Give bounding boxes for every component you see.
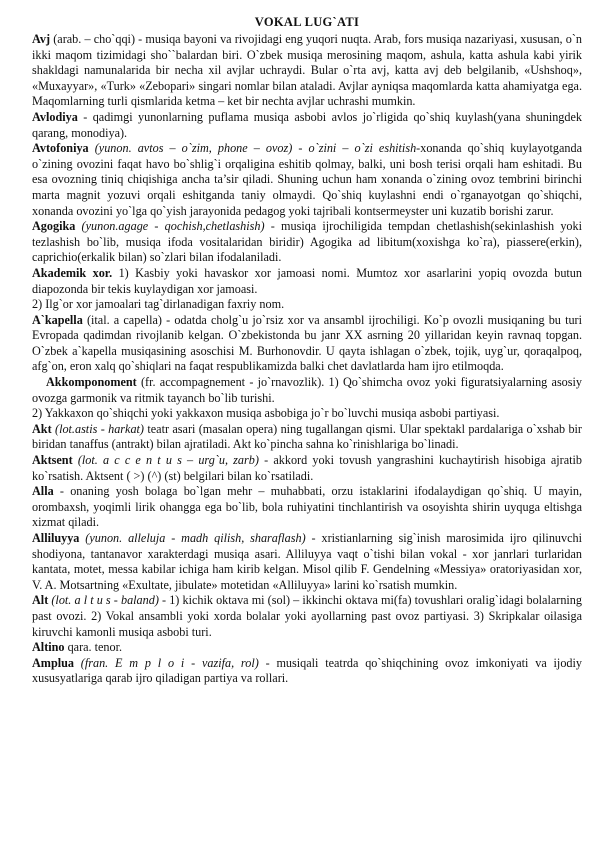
entry-term: Avj	[32, 32, 51, 46]
dictionary-entry	[32, 32, 582, 110]
page-title: VOKAL LUG`ATI	[254, 15, 360, 29]
entry-definition: (arab. – cho`qqi) - musiqa bayoni va rivojidagi eng yuqori nuqta. Arab, fors musiqa nazariyasi, xususan, o`n ikki maqom tizimidagi sho``balardan biri. O`zbek musiqa merosining maqom, ashula, katta ashula kabi yirik shakldagi namunalarida bir necha xil avjlar uchraydi. Bular o`rta avj, katta avj deb belgilanib, «Ushshoq», «Muxayyar», «Turk» «Zebopari» singari nomlar bilan ataladi. Avjlar ayniqsa maqomlarda katta ahamiyatga ega. Maqomlarning turli qismlarida ketma – ket bir nechta avjlar uchrashi mumkin.	[32, 32, 582, 109]
dictionary-entry	[32, 297, 582, 313]
dictionary-entry	[32, 593, 582, 640]
entry-etymology: (fran. E m p l o i - vazifa, rol)	[74, 655, 259, 670]
entry-definition: (fr. accompagnement - jo`rnavozlik). 1) Qo`shimcha ovoz yoki figuratsiyalarning asosiy ovozga garmonik va ritmik tayanch bo`lib turishi.	[32, 375, 582, 405]
entry-etymology: (lot.astis - harkat)	[51, 421, 144, 436]
dictionary-entry	[32, 656, 582, 687]
entry-definition: - onaning yosh bolaga bo`lgan mehr – muhabbati, orzu istaklarini ifodalaydigan qo`shiq. U mayin, orombaxsh, yoqimli lirik ohangga ega bo`lib, bola ruhiyatini tinchlantirish va osoyishta shirin uyquga eltishga xizmat qiladi.	[32, 484, 582, 530]
dictionary-entry	[32, 640, 582, 656]
entry-definition: - musiqali teatrda qo`shiqchining ovoz imkoniyati va ijodiy xususyatlariga qarab ijro qiladigan partiya va rollari.	[32, 655, 582, 686]
dictionary-entry	[32, 375, 582, 406]
entry-term: Altino	[32, 640, 65, 655]
entry-term: Akkomponoment	[46, 375, 137, 390]
entry-term: Aktsent	[32, 453, 73, 468]
entry-etymology: (yunon.agage - qochish,chetlashish)	[75, 219, 265, 234]
entry-term: Alt	[32, 593, 49, 608]
entry-definition: - 1) kichik oktava mi (sol) – ikkinchi oktava mi(fa) tovushlari oralig`idagi bolalarning past ovozi. 2) Vokal ansambli yoki xorda bolalar yoki ayollarning past ovoz partiyasi. 3) Skripkalar oilasiga kiruvchi kamonli musiqa asbobi turi.	[32, 593, 582, 639]
dictionary-entry	[32, 266, 582, 297]
entry-definition: 2) Ilg`or xor jamoalari tag`dirlanadigan faxriy nom.	[32, 297, 285, 312]
dictionary-entry	[32, 219, 582, 266]
dictionary-entry	[32, 406, 582, 422]
entry-term: Avlodiya	[32, 109, 78, 124]
entry-definition: 1) Kasbiy yoki havaskor xor jamoasi nomi. Mumtoz xor asarlarini yopiq ovozda butun diapozonda bir tekis kuylaydigan xor jamoasi.	[32, 265, 582, 296]
entry-term: Akademik xor.	[32, 265, 113, 280]
entry-term: A`kapella	[32, 312, 83, 327]
dictionary-entries	[32, 32, 582, 687]
entry-definition: - musiqa ijrochiligida tempdan chetlashish(sekinlashish yoki tezlashish bo`lib, musiqa ifoda vositalaridan biridir) Agogika ad libitum(xoxishga ko`ra), piassere(erkin), caprichio(erkalik bilan) so`zlari bilan ifodalaniladi.	[32, 219, 583, 265]
entry-etymology: (lot. a c c e n t u s – urg`u, zarb)	[72, 453, 259, 468]
entry-definition: - xristianlarning sig`inish marosimida ijro qilinuvchi shodiyona, tantanavor xarakterdagi musiqa asari. Alliluyya vaqt o`tishi bilan vokal - xor janrlari turlaridan kantata, motet, messa kabilar ichiga ham kirib kelgan. Misol qilib F. Gendelning «Messiya» oratoriyasidan xor, V. A. Motsartning «Exultate, jibulate» motetidan «Alliluyya» larini ko`rsatish mumkin.	[32, 531, 582, 592]
entry-definition: (ital. a capella) - odatda cholg`u jo`rsiz xor va ansambl ijrochiligi. Ko`p ovozli musiqaning bu turi Evropada qadimdan rivojlanib kelgan. O`zbekistonda bu janr XX asrning 20 yillaridan keyin ravnaq topgan. O`zbek a`kapella musiqasining asoschisi M. Burhonovdir. U qayta ishlagan o`zbek, tojik, uyg`ur, qoraqalpoq, afg`on, eron xalq qo`shiqlari na faqat respublikamizda balki chet davlatlarda ham ijro etilmoqda.	[32, 312, 582, 374]
dictionary-entry	[32, 422, 582, 453]
dictionary-entry	[32, 313, 582, 375]
entry-etymology: (yunon. avtos – o`zim, phone – ovoz) - o`zini – o`zi eshitish	[88, 141, 417, 156]
entry-term: Avtofoniya	[32, 141, 89, 156]
entry-term: Alliluyya	[32, 531, 80, 545]
entry-definition: - akkord yoki tovush yangrashini kuchaytirish hisobiga ajratib ko`rsatish. Aktsent ( >) (^) (st) belgilari bilan ko`rsatiladi.	[32, 453, 582, 483]
dictionary-entry	[32, 531, 582, 593]
dictionary-entry	[32, 453, 582, 484]
entry-definition: teatr asari (masalan opera) ning tugallangan qismi. Ular spektakl pardalariga o`xshab bir biridan tanaffus (antrakt) bilan ajratiladi. Akt ko`pincha sahna ko`rinishlariga bo`linadi.	[32, 421, 582, 452]
entry-definition: - qadimgi yunonlarning puflama musiqa asbobi avlos jo`rligida qo`shiq kuylash(yana shuningdek qarang, monodiya).	[32, 109, 582, 140]
entry-etymology: (lot. a l t u s - baland)	[48, 593, 159, 608]
dictionary-entry	[32, 141, 582, 219]
entry-etymology: (yunon. alleluja - madh qilish, sharaflash)	[79, 531, 306, 545]
entry-term: Agogika	[32, 219, 76, 234]
entry-term: Alla	[32, 484, 54, 499]
entry-term: Amplua	[32, 655, 74, 670]
dictionary-entry	[32, 484, 582, 531]
entry-definition: qara. tenor.	[64, 640, 123, 655]
entry-definition: 2) Yakkaxon qo`shiqchi yoki yakkaxon musiqa asbobiga jo`r bo`luvchi musiqa asbobi partiyasi.	[32, 406, 500, 421]
dictionary-entry	[32, 110, 582, 141]
entry-term: Akt	[32, 421, 52, 436]
entry-definition: -xonanda qo`shiq kuylayotganda o`zining ovozini faqat havo bo`shlig`i orqaligina eshitib qolmay, balki, uni bosh terisi orqali ham eshitadi. Bu esa ovozning tiniq chiqishiga ancha ta’sir qiladi. Shuning uchun ham xonanda o`zining ovoz tembrini birinchi marta magnit yozuvi orqali eshitganda taniy olmaydi. Qo`shiq kuylashni endi o`rganayotgan qo`shiqchi, xonanda ovozini yo`lga qo`yish jarayonida pedagog yoki tajribali kontsermeyster uni kuzatib borishi zarur.	[32, 141, 582, 218]
